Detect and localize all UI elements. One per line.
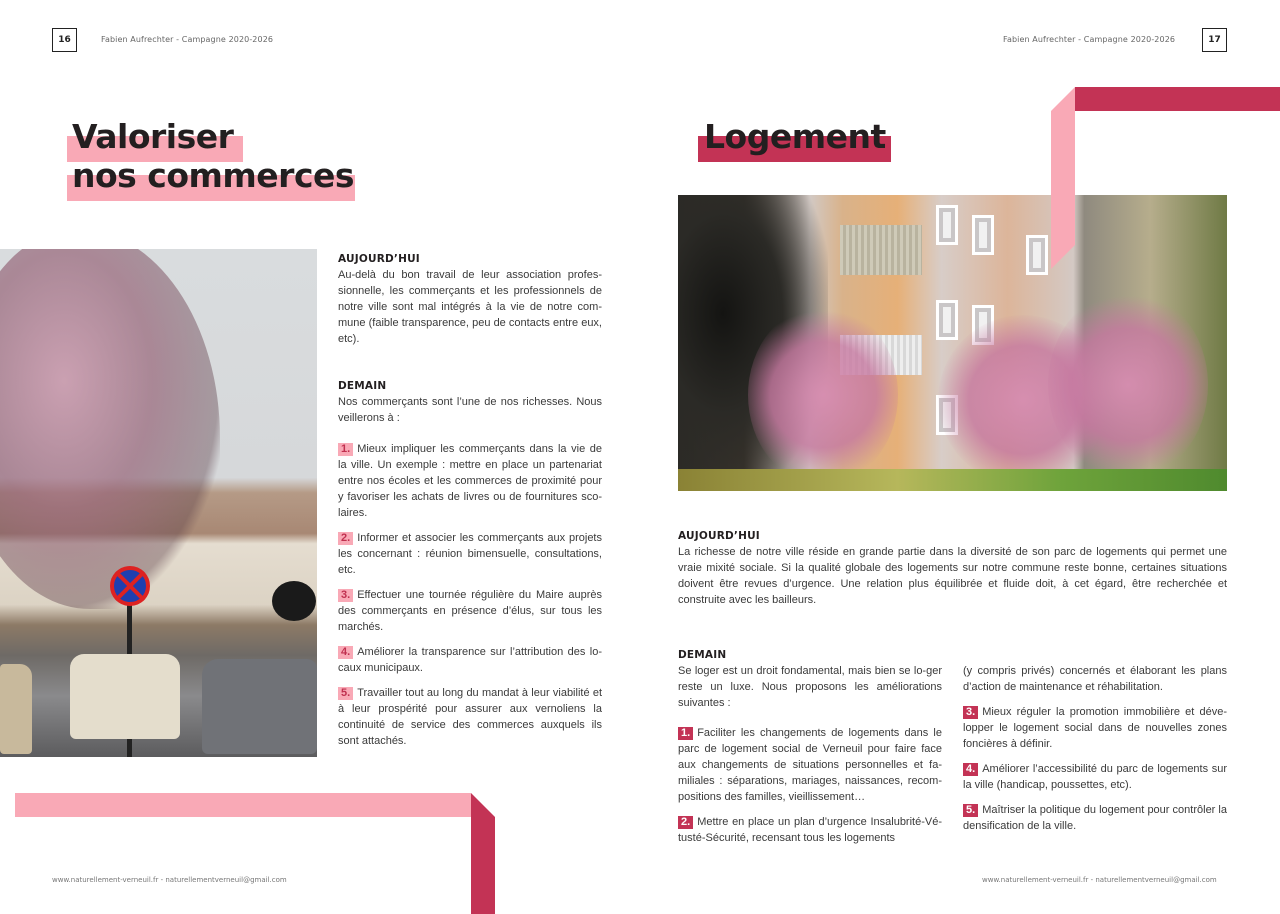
market-square-photo bbox=[0, 249, 317, 757]
page-title-line-1: Valoriser bbox=[72, 117, 234, 156]
item-text: Améliorer la transparence sur l’attribution des lo-caux municipaux. bbox=[338, 646, 602, 674]
section-label-demain: DEMAIN bbox=[678, 649, 727, 661]
window bbox=[972, 215, 994, 255]
item-number-badge: 2. bbox=[678, 816, 693, 829]
demain-list bbox=[338, 441, 602, 758]
item-text: Effectuer une tournée régulière du Maire auprès des commerçants en présence d’élus, sur tous les marchés. bbox=[338, 589, 602, 633]
no-parking-sign-icon bbox=[110, 566, 150, 606]
blossom-tree bbox=[748, 305, 898, 485]
item-text: Mieux impliquer les commerçants dans la vie de la ville. Un exemple : mettre en place un partenariat entre nos écoles et les commerces de proximité pour y favoriser les achats de livres ou de fournitures sco-laires. bbox=[338, 443, 602, 519]
list-item bbox=[338, 441, 602, 521]
car bbox=[70, 654, 180, 739]
car bbox=[202, 659, 317, 754]
list-item bbox=[678, 814, 942, 846]
item-number-badge: 4. bbox=[338, 646, 353, 659]
page-number: 16 bbox=[52, 28, 77, 52]
decorative-ribbon-bottom bbox=[0, 780, 520, 914]
item-text: Mieux réguler la promotion immobilière et déve-lopper le logement social dans de nouvelles zones foncières à définir. bbox=[963, 706, 1227, 750]
running-head: Fabien Aufrechter - Campagne 2020-2026 bbox=[1003, 35, 1176, 44]
item-text: Mettre en place un plan d’urgence Insalubrité-Vé-tusté-Sécurité, recensant tous les logements bbox=[678, 816, 942, 844]
list-item-continued: (y compris privés) concernés et élaborant les plans d’action de maintenance et réhabilitation. bbox=[963, 665, 1227, 693]
blossom-tree bbox=[0, 249, 220, 609]
item-number-badge: 5. bbox=[338, 687, 353, 700]
demain-intro: Nos commerçants sont l’une de nos richesses. Nous veillerons à : bbox=[338, 396, 602, 424]
page-title: Logement bbox=[704, 117, 886, 156]
road-sign-back bbox=[272, 581, 316, 621]
item-number-badge: 5. bbox=[963, 804, 978, 817]
item-number-badge: 1. bbox=[338, 443, 353, 456]
page-number: 17 bbox=[1202, 28, 1227, 52]
section-label-aujourdhui: AUJOURD’HUI bbox=[678, 530, 760, 542]
aujourdhui-text: La richesse de notre ville réside en grande partie dans la diversité de son parc de logements qui permet une vraie mixité sociale. Si la qualité globale des logements sur notre commune reste bonne, certaines situations doivent être revues d’urgence. Une relation plus équilibrée et fluide doit, à cet égard, être recherchée et construite avec les bailleurs. bbox=[678, 546, 1227, 606]
car bbox=[0, 664, 32, 754]
item-number-badge: 3. bbox=[338, 589, 353, 602]
item-number-badge: 2. bbox=[338, 532, 353, 545]
item-text: Informer et associer les commerçants aux projets les concernant : réunion bimensuelle, consultations, etc. bbox=[338, 532, 602, 576]
item-text: Maîtriser la politique du logement pour contrôler la densification de la ville. bbox=[963, 804, 1227, 832]
list-item bbox=[678, 725, 942, 805]
footer-contact: www.naturellement-verneuil.fr - naturellementverneuil@gmail.com bbox=[982, 876, 1217, 884]
decorative-ribbon-top bbox=[1040, 80, 1280, 280]
item-number-badge: 4. bbox=[963, 763, 978, 776]
item-text: Faciliter les changements de logements dans le parc de logement social de Verneuil pour faire face aux changements de situations personnelles et fa-miliales : séparations, mariages, naissances, recom-positions des familles, vieillissement… bbox=[678, 727, 942, 803]
item-number-badge: 1. bbox=[678, 727, 693, 740]
list-item bbox=[338, 530, 602, 578]
item-text: Améliorer l’accessibilité du parc de logements sur la ville (handicap, poussettes, etc). bbox=[963, 763, 1227, 791]
running-head: Fabien Aufrechter - Campagne 2020-2026 bbox=[101, 35, 274, 44]
list-item bbox=[963, 761, 1227, 793]
list-item bbox=[338, 685, 602, 749]
window bbox=[936, 205, 958, 245]
balcony bbox=[840, 225, 922, 275]
demain-intro: Se loger est un droit fondamental, mais bien se lo-ger reste un luxe. Nous proposons les améliorations suivantes : bbox=[678, 665, 942, 709]
blossom-tree bbox=[1048, 290, 1208, 480]
list-item bbox=[338, 587, 602, 635]
list-item bbox=[963, 704, 1227, 752]
item-number-badge: 3. bbox=[963, 706, 978, 719]
list-item bbox=[963, 802, 1227, 834]
item-text: Travailler tout au long du mandat à leur viabilité et à leur prospérité pour assurer aux vernoliens la continuité de service des commerces auxquels ils sont attachés. bbox=[338, 687, 602, 747]
footer-contact: www.naturellement-verneuil.fr - naturellementverneuil@gmail.com bbox=[52, 876, 287, 884]
lawn bbox=[678, 469, 1227, 491]
demain-list-col2 bbox=[963, 663, 1227, 843]
list-item bbox=[338, 644, 602, 676]
page-title-line-2: nos commerces bbox=[72, 156, 355, 195]
aujourdhui-text: Au-delà du bon travail de leur association profes-sionnelle, les commerçants et les professionnels de notre ville sont mal intégrés à la vie de notre com-mune (faible transparence, peu de contacts entre eux, etc). bbox=[338, 269, 602, 345]
demain-list-col1 bbox=[678, 725, 942, 855]
window bbox=[936, 300, 958, 340]
section-label-aujourdhui: AUJOURD’HUI bbox=[338, 253, 420, 265]
section-label-demain: DEMAIN bbox=[338, 380, 387, 392]
